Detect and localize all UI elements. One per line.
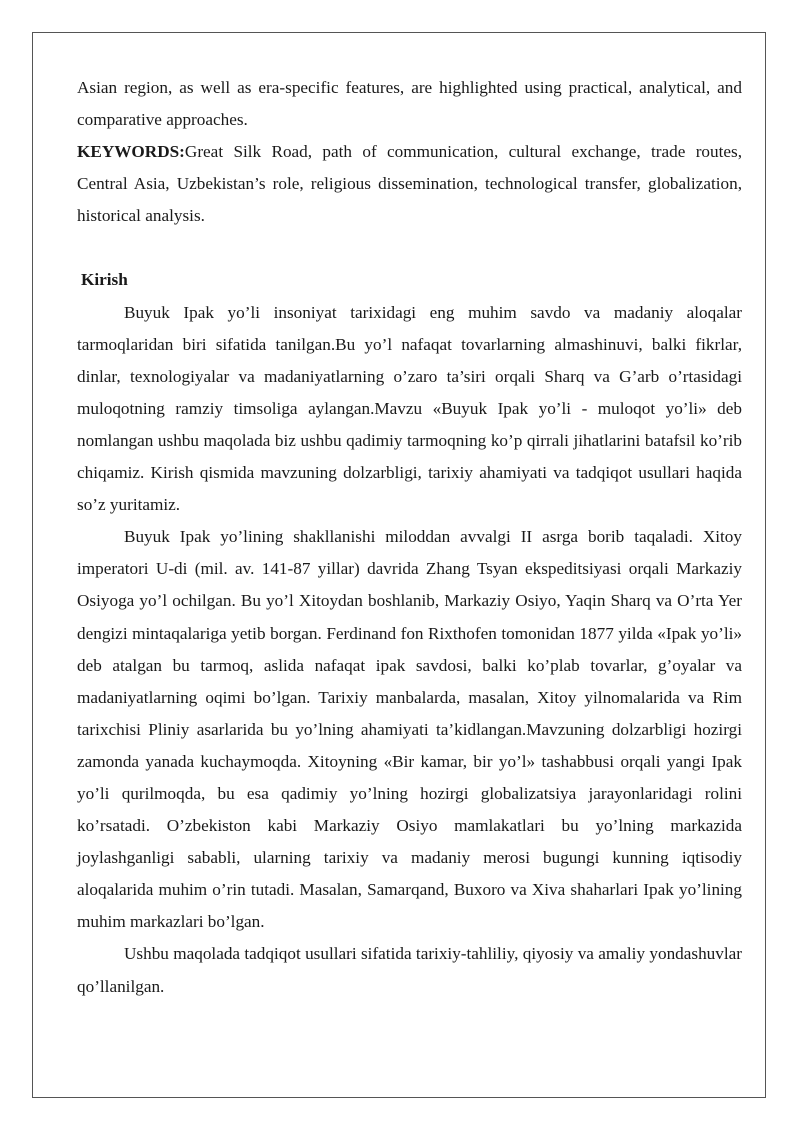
- keywords-text: Great Silk Road, path of communication, cultural exchange, trade routes, Central Asia, Uzbekistan’s role, religious dissemination, technological transfer, globalization, historical analysis.: [77, 142, 742, 226]
- body-paragraph-2: Buyuk Ipak yo’lining shakllanishi miloddan avvalgi II asrga borib taqaladi. Xitoy imperatori U-di (mil. av. 141-87 yillar) davrida Zhang Tsyan ekspeditsiyasi orqali Markaziy Osiyoga yo’l ochilgan. Bu yo’l Xitoydan boshlanib, Markaziy Osiyo, Yaqin Sharq va O’rta Yer dengizi mintaqalariga yetib borgan. Ferdinand fon Rixthofen tomonidan 1877 yilda «Ipak yo’li» deb atalgan bu tarmoq, aslida nafaqat ipak savdosi, balki ko’plab tovarlar, g’oyalar va madaniyatlarning oqimi bo’lgan. Tarixiy manbalarda, masalan, Xitoy yilnomalarida va Rim tarixchisi Pliniy asarlarida bu yo’lning ahamiyati ta’kidlangan.Mavzuning dolzarbligi hozirgi zamonda yanada kuchaymoqda. Xitoyning «Bir kamar, bir yo’l» tashabbusi orqali yangi Ipak yo’li qurilmoqda, bu esa qadimiy yo’lning hozirgi globalizatsiya jarayonlaridagi rolini ko’rsatadi. O’zbekiston kabi Markaziy Osiyo mamlakatlari bu yo’lning markazida joylashganligi sababli, ularning tarixiy va madaniy merosi bugungi kunning iqtisodiy aloqalarida muhim o’rin tutadi. Masalan, Samarqand, Buxoro va Xiva shaharlari Ipak yo’lining muhim markazlari bo’lgan.: [77, 527, 742, 932]
- body-paragraph-3: Ushbu maqolada tadqiqot usullari sifatida tarixiy-tahliliy, qiyosiy va amaliy yondashuvlar qo’llanilgan.: [77, 944, 742, 996]
- document-body: [77, 72, 742, 1003]
- abstract-tail-paragraph: Asian region, as well as era-specific features, are highlighted using practical, analytical, and comparative approaches.: [77, 78, 742, 130]
- section-heading: Kirish: [81, 270, 128, 290]
- body-paragraph-1: Buyuk Ipak yo’li insoniyat tarixidagi eng muhim savdo va madaniy aloqalar tarmoqlaridan biri sifatida tanilgan.Bu yo’l nafaqat tovarlarning almashinuvi, balki fikrlar, dinlar, texnologiyalar va madaniyatlarning o’zaro ta’siri orqali Sharq va G’arb o’rtasidagi muloqotning ramziy timsoliga aylangan.Mavzu «Buyuk Ipak yo’li - muloqot yo’li» deb nomlangan ushbu maqolada biz ushbu qadimiy tarmoqning ko’p qirrali jihatlarini batafsil ko’rib chiqamiz. Kirish qismida mavzuning dolzarbligi, tarixiy ahamiyati va tadqiqot usullari haqida so’z yuritamiz.: [77, 302, 742, 515]
- keywords-paragraph: [77, 136, 742, 232]
- keywords-label: KEYWORDS:: [77, 142, 185, 162]
